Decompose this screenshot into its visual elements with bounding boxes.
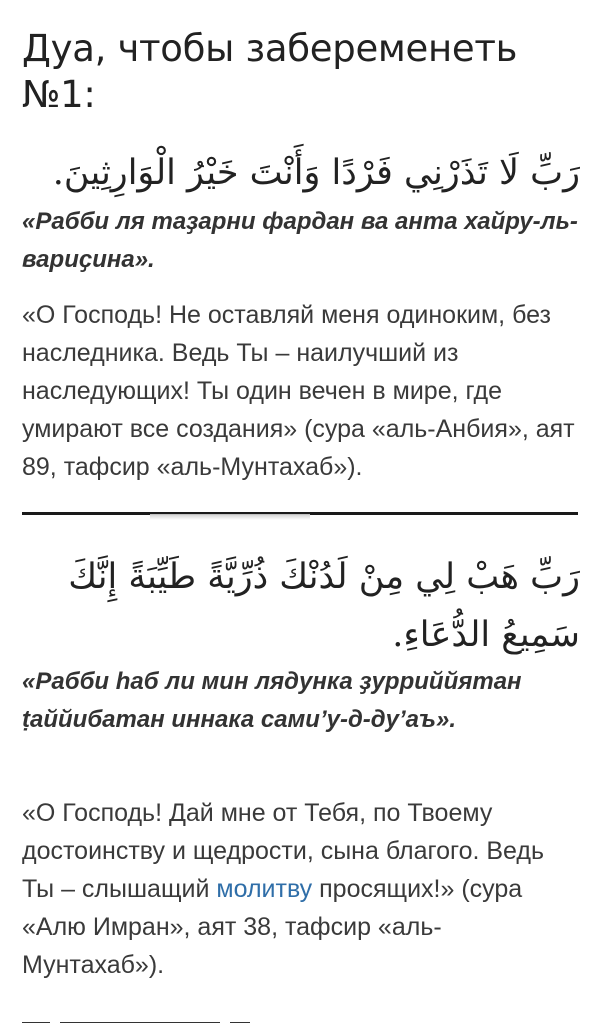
dua1-arabic-text: رَبِّ لَا تَذَرْنِي فَرْدًا وَأَنْتَ خَيْرُ الْوَارِثِينَ. xyxy=(52,153,580,193)
next-heading-fragment xyxy=(22,1012,282,1023)
page-title: Дуа, чтобы забеременеть №1: xyxy=(22,27,518,116)
prayer-link[interactable]: молитву xyxy=(216,875,313,903)
dua1-transliteration: «Рабби ля таҙарни фардан ва анта хайру-ль-вариҫина». xyxy=(22,208,578,273)
dua2-translation-start: «О Господь! Дай мне от Тебя, по Твоему достоинству и щедрости, сына благого. Ведь Ты – слышащий xyxy=(22,799,545,903)
divider-shadow xyxy=(150,514,310,520)
dua2-transliteration: «Рабби hаб ли мин лядунка ҙурриййятан ṭаййибатан иннака сами’у-д-ду’аъ». xyxy=(22,668,522,733)
dua2-arabic-text: رَبِّ هَبْ لِي مِنْ لَدُنْكَ ذُرِّيَّةً طَيِّبَةً إِنَّكَ سَمِيعُ الدُّعَاءِ. xyxy=(68,557,580,655)
dua1-translation: «О Господь! Не оставляй меня одиноким, без наследника. Ведь Ты – наилучший из наследующих! Ты один вечен в мире, где умирают все создания» (сура «аль-Анбия», аят 89, тафсир «аль-Мунтахаб»). xyxy=(22,301,575,481)
dua2-translation-end: просящих!» (сура «Алю Имран», аят 38, тафсир «аль-Мунтахаб»). xyxy=(22,875,523,979)
dua2-translation xyxy=(22,794,582,984)
